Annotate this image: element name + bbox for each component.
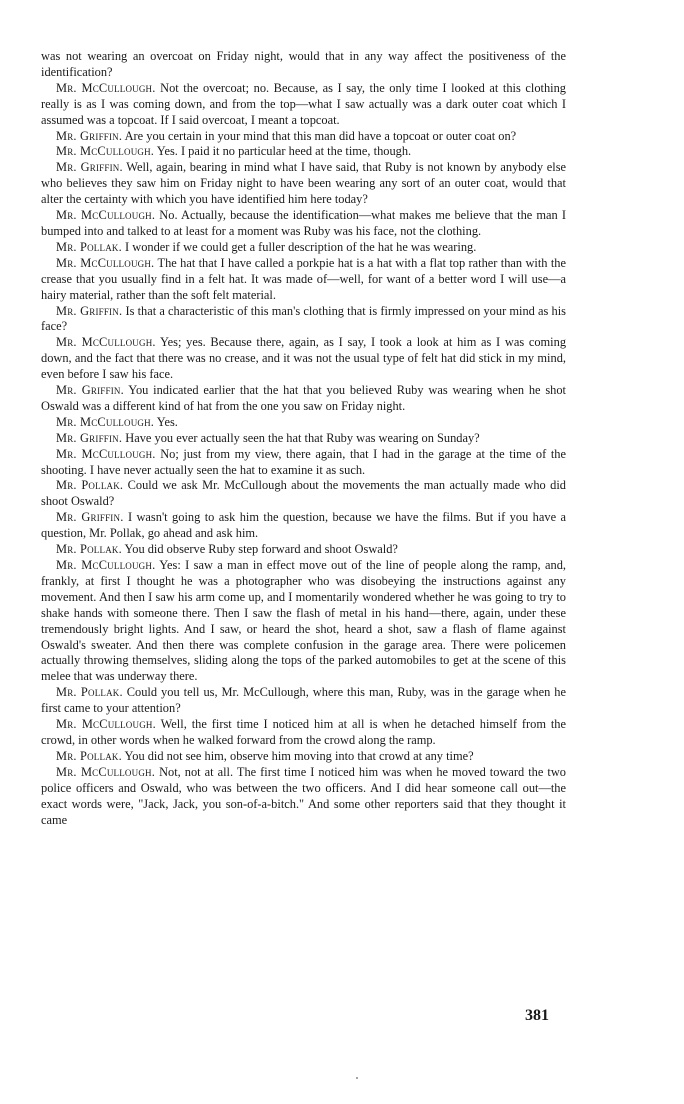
paragraph-text: Yes: I saw a man in effect move out of the line of people along the ramp, and, frankly, at first I thought he was a photographer who was disobeying the instructions against any movement. And then I saw his arm come up, and I momentarily wondered whether he was going to try to shake hands with someone there. Then I saw the flash of metal in his hand—there, again, under these tremendously bright lights. And I saw, or heard the shot, heard a shot, saw a flash of flame against Oswald's sweater. And then there was complete confusion in the garage area. There were policemen actually throwing themselves, sliding along the tops of the parked automobiles to get at the scene of this melee that was underway there.: [41, 558, 566, 684]
speaker-name: Mr. McCullough.: [56, 558, 156, 572]
testimony-paragraph: [41, 478, 566, 510]
testimony-paragraph: [41, 558, 566, 685]
speaker-name: Mr. Griffin.: [56, 160, 123, 175]
testimony-paragraph: [41, 240, 566, 256]
paragraph-text: Could we ask Mr. McCullough about the movements the man actually made who did shoot Oswald?: [41, 478, 566, 509]
speaker-name: Mr. Griffin.: [56, 383, 124, 398]
speaker-name: Mr. Griffin.: [56, 128, 123, 143]
testimony-paragraph: [41, 256, 566, 304]
testimony-paragraph: [41, 335, 566, 383]
speaker-name: Mr. McCullough.: [56, 414, 155, 429]
testimony-paragraph: [41, 447, 566, 479]
speaker-name: Mr. McCullough.: [56, 144, 155, 159]
paragraph-text: The hat that I have called a porkpie hat is a hat with a flat top rather than with the crease that you usually find in a felt hat. It was made of—well, for want of a better word I will use—a hairy material, rather than the soft felt material.: [41, 255, 566, 302]
speaker-name: Mr. McCullough.: [56, 335, 156, 350]
paragraph-text: No. Actually, because the identification—what makes me believe that the man I bumped into and talked to at least for a moment was Ruby was his face, not the clothing.: [41, 208, 567, 238]
scan-speck: [356, 1077, 358, 1079]
paragraph-text: You did not see him, observe him moving into that crowd at any time?: [124, 748, 474, 763]
paragraph-text: Have you ever actually seen the hat that Ruby was wearing on Sunday?: [125, 430, 480, 445]
paragraph-text: I wonder if we could get a fuller description of the hat he was wearing.: [125, 239, 477, 254]
testimony-paragraph: [41, 749, 566, 765]
testimony-paragraph: [41, 129, 566, 145]
paragraph-text: Is that a characteristic of this man's clothing that is firmly impressed on your mind as his face?: [41, 303, 566, 334]
paragraph-text: Not the overcoat; no. Because, as I say, the only time I looked at this clothing really is as I was coming down, and from the top—what I saw actually was a dark outer coat which I assumed was a topcoat. If I said overcoat, I meant a topcoat.: [41, 80, 566, 127]
testimony-paragraph: [41, 542, 566, 558]
paragraph-text: No; just from my view, there again, that I had in the garage at the time of the shooting. I have never actually seen the hat to examine it as such.: [41, 446, 566, 477]
paragraph-text: was not wearing an overcoat on Friday night, would that in any way affect the positiveness of the identification?: [41, 49, 566, 79]
page-number: 381: [525, 1007, 549, 1024]
testimony-paragraph: [41, 685, 566, 717]
speaker-name: Mr. Griffin.: [56, 430, 123, 445]
testimony-paragraph: [41, 208, 566, 240]
speaker-name: Mr. Pollak.: [56, 748, 122, 763]
speaker-name: Mr. McCullough.: [56, 764, 156, 779]
speaker-name: Mr. Pollak.: [56, 542, 122, 557]
testimony-paragraph: [41, 510, 566, 542]
paragraph-text: Yes.: [156, 414, 178, 429]
paragraph-text: Yes. I paid it no particular heed at the time, though.: [156, 144, 412, 159]
paragraph-text: You indicated earlier that the hat that you believed Ruby was wearing when he shot Oswald was a different kind of hat from the one you saw on Friday night.: [41, 383, 567, 413]
testimony-paragraph: [41, 81, 566, 129]
paragraph-text: Well, the first time I noticed him at all is when he detached himself from the crowd, in other words when he walked forward from the crowd along the ramp.: [41, 717, 567, 747]
paragraph-text: Well, again, bearing in mind what I have said, that Ruby is not known by anybody else who believes they saw him on Friday night to have been wearing any sort of an outer coat, would that alter the certainty with which you have identified him here today?: [41, 160, 567, 207]
speaker-name: Mr. Pollak.: [56, 685, 123, 700]
speaker-name: Mr. McCullough.: [56, 446, 156, 461]
paragraph-text: Are you certain in your mind that this man did have a topcoat or outer coat on?: [124, 128, 517, 143]
testimony-paragraph: [41, 765, 566, 829]
testimony-paragraph: [41, 431, 566, 447]
testimony-body: [41, 49, 566, 828]
speaker-name: Mr. Griffin.: [56, 303, 123, 318]
paragraph-text: I wasn't going to ask him the question, because we have the films. But if you have a question, Mr. Pollak, go ahead and ask him.: [41, 510, 566, 541]
speaker-name: Mr. Pollak.: [56, 239, 122, 254]
testimony-paragraph: [41, 304, 566, 336]
testimony-paragraph: [41, 383, 566, 415]
paragraph-text: Could you tell us, Mr. McCullough, where this man, Ruby, was in the garage when he first came to your attention?: [41, 685, 566, 716]
speaker-name: Mr. McCullough.: [56, 80, 156, 95]
speaker-name: Mr. McCullough.: [56, 208, 156, 223]
testimony-paragraph: [41, 717, 566, 749]
paragraph-text: Yes; yes. Because there, again, as I say, I took a look at him as I was coming down, and the fact that there was no crease, and it was not the usual type of felt hat did stick in my mind, even before I saw his face.: [41, 335, 567, 382]
testimony-paragraph: [41, 160, 566, 208]
speaker-name: Mr. Griffin.: [56, 510, 124, 525]
speaker-name: Mr. McCullough.: [56, 717, 156, 732]
speaker-name: Mr. McCullough.: [56, 255, 155, 270]
paragraph-text: Not, not at all. The first time I noticed him was when he moved toward the two police officers and Oswald, who was between the two officers. And I did hear someone call out—the exact words were, "Jack, Jack, you son-of-a-bitch." And some other reporters said that they thought it came: [41, 764, 566, 827]
testimony-paragraph: [41, 49, 566, 81]
testimony-paragraph: [41, 415, 566, 431]
paragraph-text: You did observe Ruby step forward and shoot Oswald?: [124, 542, 398, 557]
speaker-name: Mr. Pollak.: [56, 478, 124, 493]
testimony-paragraph: [41, 144, 566, 160]
